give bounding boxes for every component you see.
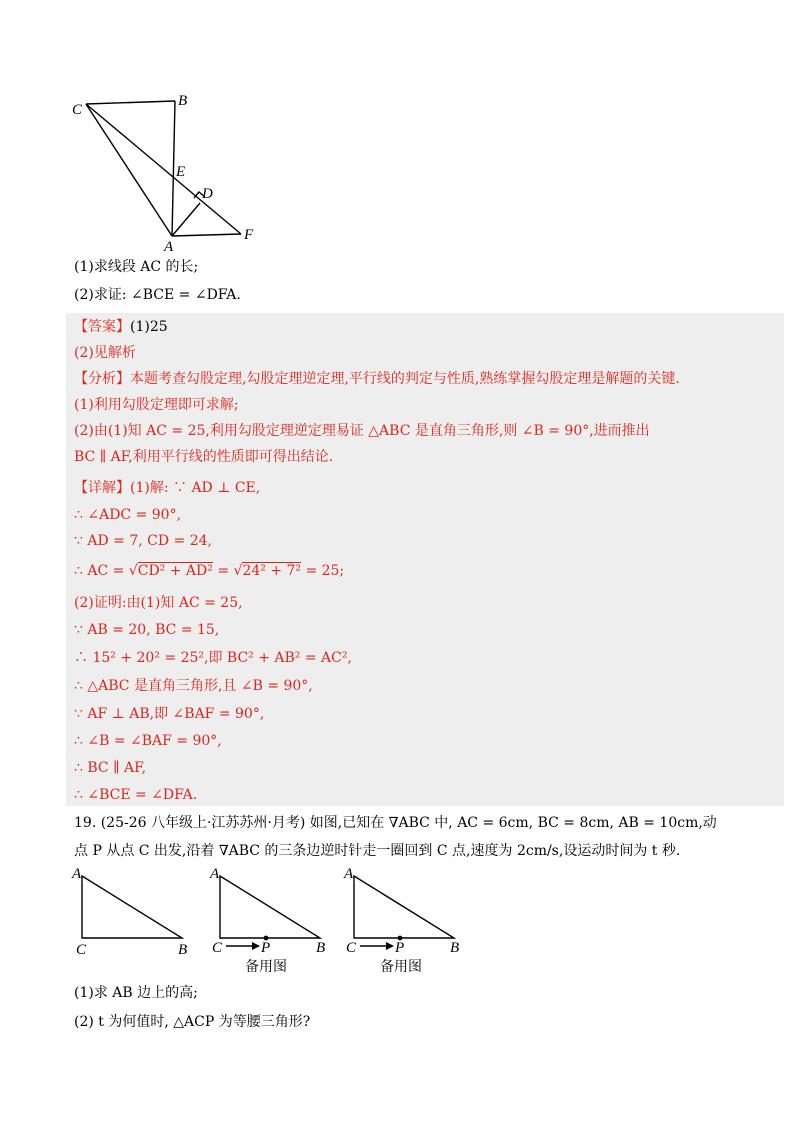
detail-line11: ∴ BC ∥ AF, [74,760,147,776]
tri1-label-c: C [76,942,87,958]
label-e: E [176,164,186,180]
tri1-label-b: B [178,942,188,958]
tri3-label-b: B [450,940,460,956]
sqrt-symbol: √ [128,563,138,579]
label-d: D [202,186,213,202]
detail-line1: 【详解】(1)解: ∵ AD ⊥ CE, [74,480,261,496]
analysis-step2: (2)由(1)知 AC = 25,利用勾股定理逆定理易证 △ABC 是直角三角形,则 ∠B = 90°,进而推出 [74,423,650,439]
q19-stem-line1: 19. (25-26 八年级上·江苏苏州·月考) 如图,已知在 ∇ABC 中, AC = 6cm, BC = 8cm, AB = 10cm,动 [74,815,717,831]
detail-line5: (2)证明:由(1)知 AC = 25, [74,595,243,611]
tri2-label-b: B [316,940,326,956]
detail-line4 [74,561,344,581]
detail-line12: ∴ ∠BCE = ∠DFA. [74,787,198,803]
q19-part2: (2) t 为何值时, △ACP 为等腰三角形? [74,1014,311,1030]
q19-stem-line2: 点 P 从点 C 出发,沿着 ∇ABC 的三条边逆时针走一圈回到 C 点,速度为 2cm/s,设运动时间为 t 秒. [74,843,681,859]
detail-line2: ∴ ∠ADC = 90°, [74,507,182,523]
triangle-figure-spare-2 [340,866,470,958]
detail-line8: ∴ △ABC 是直角三角形,且 ∠B = 90°, [74,678,313,694]
label-a: A [164,239,174,255]
spare-figure-caption-1: 备用图 [245,959,287,975]
answer-tag: 【答案】 [74,319,130,335]
tri1-label-a: A [72,866,82,882]
detail-line4-prefix: ∴ AC = [74,563,129,579]
detail-line7: ∴ 15² + 20² = 25²,即 BC² + AB² = AC², [74,650,352,666]
tri2-label-a: A [210,866,220,882]
segment-af [172,234,241,236]
tri3-label-a: A [344,866,354,882]
segment-ba [172,101,175,236]
detail-line9: ∵ AF ⊥ AB,即 ∠BAF = 90°, [74,706,265,722]
segment-ad [172,203,200,236]
tri3-label-p: P [395,940,405,956]
detail-line4-equals: = [212,563,234,579]
triangle-figure-main [70,866,200,958]
answer-line1 [74,317,168,337]
triangle-figure-spare-1 [206,866,336,958]
detail-line3: ∵ AD = 7, CD = 24, [74,533,212,549]
sqrt-radicand-2: 24² + 7² [242,563,302,579]
tri2-label-p: P [261,940,271,956]
figure-1-diagram [60,88,280,258]
tri3-label-c: C [346,940,357,956]
sqrt-symbol-2: √ [233,563,243,579]
segment-cb [86,101,175,104]
q18-part2: (2)求证: ∠BCE = ∠DFA. [74,287,241,303]
segment-ca [86,104,172,236]
q18-part1: (1)求线段 AC 的长; [74,259,199,275]
detail-line10: ∴ ∠B = ∠BAF = 90°, [74,733,222,749]
label-b: B [178,93,188,109]
analysis-step3: BC ∥ AF,利用平行线的性质即可得出结论. [74,449,334,465]
label-f: F [244,227,254,243]
analysis-step1: (1)利用勾股定理即可求解; [74,397,239,413]
detail-line6: ∵ AB = 20, BC = 15, [74,622,220,638]
analysis-line: 【分析】本题考查勾股定理,勾股定理逆定理,平行线的判定与性质,熟练掌握勾股定理是解题的关键. [74,371,680,387]
tri2-label-c: C [212,940,223,956]
spare-figure-caption-2: 备用图 [380,959,422,975]
sqrt-radicand-1: CD² + AD² [137,563,213,579]
answer-value-1: (1)25 [130,319,168,335]
segment-cf [86,104,241,234]
label-c: C [72,102,83,118]
detail-line4-result: = 25; [301,563,345,579]
answer-line2: (2)见解析 [74,345,136,361]
q19-part1: (1)求 AB 边上的高; [74,985,198,1001]
